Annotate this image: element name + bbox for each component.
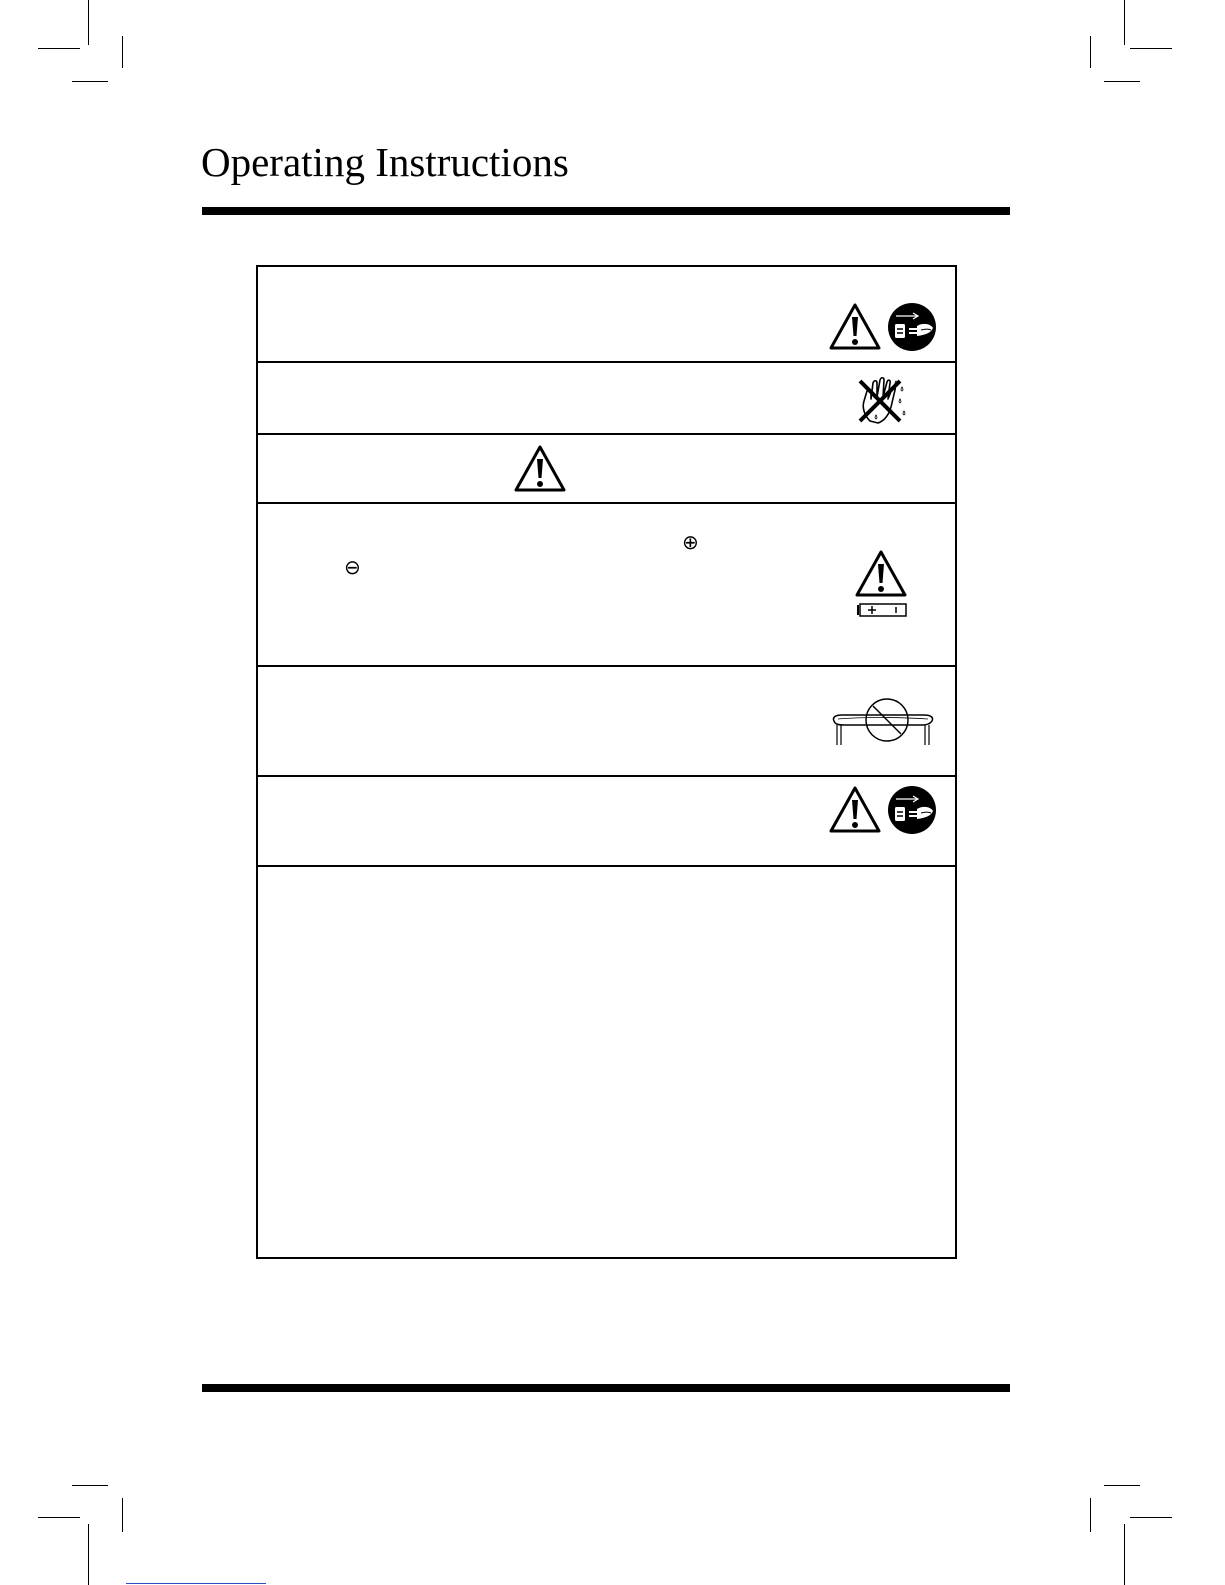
minus-terminal-symbol: ⊖ <box>344 555 361 579</box>
safety-precautions-box <box>256 265 957 1259</box>
crop-mark <box>1090 36 1091 68</box>
page-title: Operating Instructions <box>201 139 569 185</box>
crop-mark <box>88 1524 89 1585</box>
crop-mark <box>88 0 89 45</box>
crop-mark <box>1104 81 1140 82</box>
safety-row-unstable-surface <box>258 667 955 777</box>
crop-mark <box>72 1485 108 1486</box>
crop-mark <box>1124 0 1125 45</box>
safety-row-battery-polarity <box>258 504 955 667</box>
safety-row-unplug-warning <box>258 267 955 363</box>
safety-row-caution-header <box>258 435 955 504</box>
plus-terminal-symbol: ⊕ <box>682 530 699 554</box>
no-unstable-table-icon <box>830 695 936 747</box>
warning-triangle-icon <box>854 549 908 599</box>
footer-rule <box>202 1384 1010 1392</box>
warning-triangle-icon <box>513 444 567 494</box>
battery-icon <box>856 603 910 617</box>
footer-link-underline <box>126 1583 266 1584</box>
crop-mark <box>38 1517 80 1518</box>
warning-triangle-icon <box>828 302 882 352</box>
crop-mark <box>72 81 108 82</box>
no-wet-hands-icon <box>856 375 908 425</box>
unplug-icon <box>887 302 937 352</box>
crop-mark <box>38 48 80 49</box>
crop-mark <box>122 1498 123 1532</box>
warning-triangle-icon <box>828 785 882 835</box>
crop-mark <box>1124 1524 1125 1585</box>
crop-mark <box>1130 48 1172 49</box>
unplug-icon <box>887 785 937 835</box>
safety-row-blank-panel <box>258 867 955 1257</box>
crop-mark <box>1104 1485 1140 1486</box>
crop-mark <box>122 36 123 68</box>
safety-row-wet-hands <box>258 363 955 435</box>
header-rule <box>202 207 1010 215</box>
crop-mark <box>1130 1517 1172 1518</box>
crop-mark <box>1090 1498 1091 1532</box>
safety-row-unplug-caution <box>258 777 955 867</box>
